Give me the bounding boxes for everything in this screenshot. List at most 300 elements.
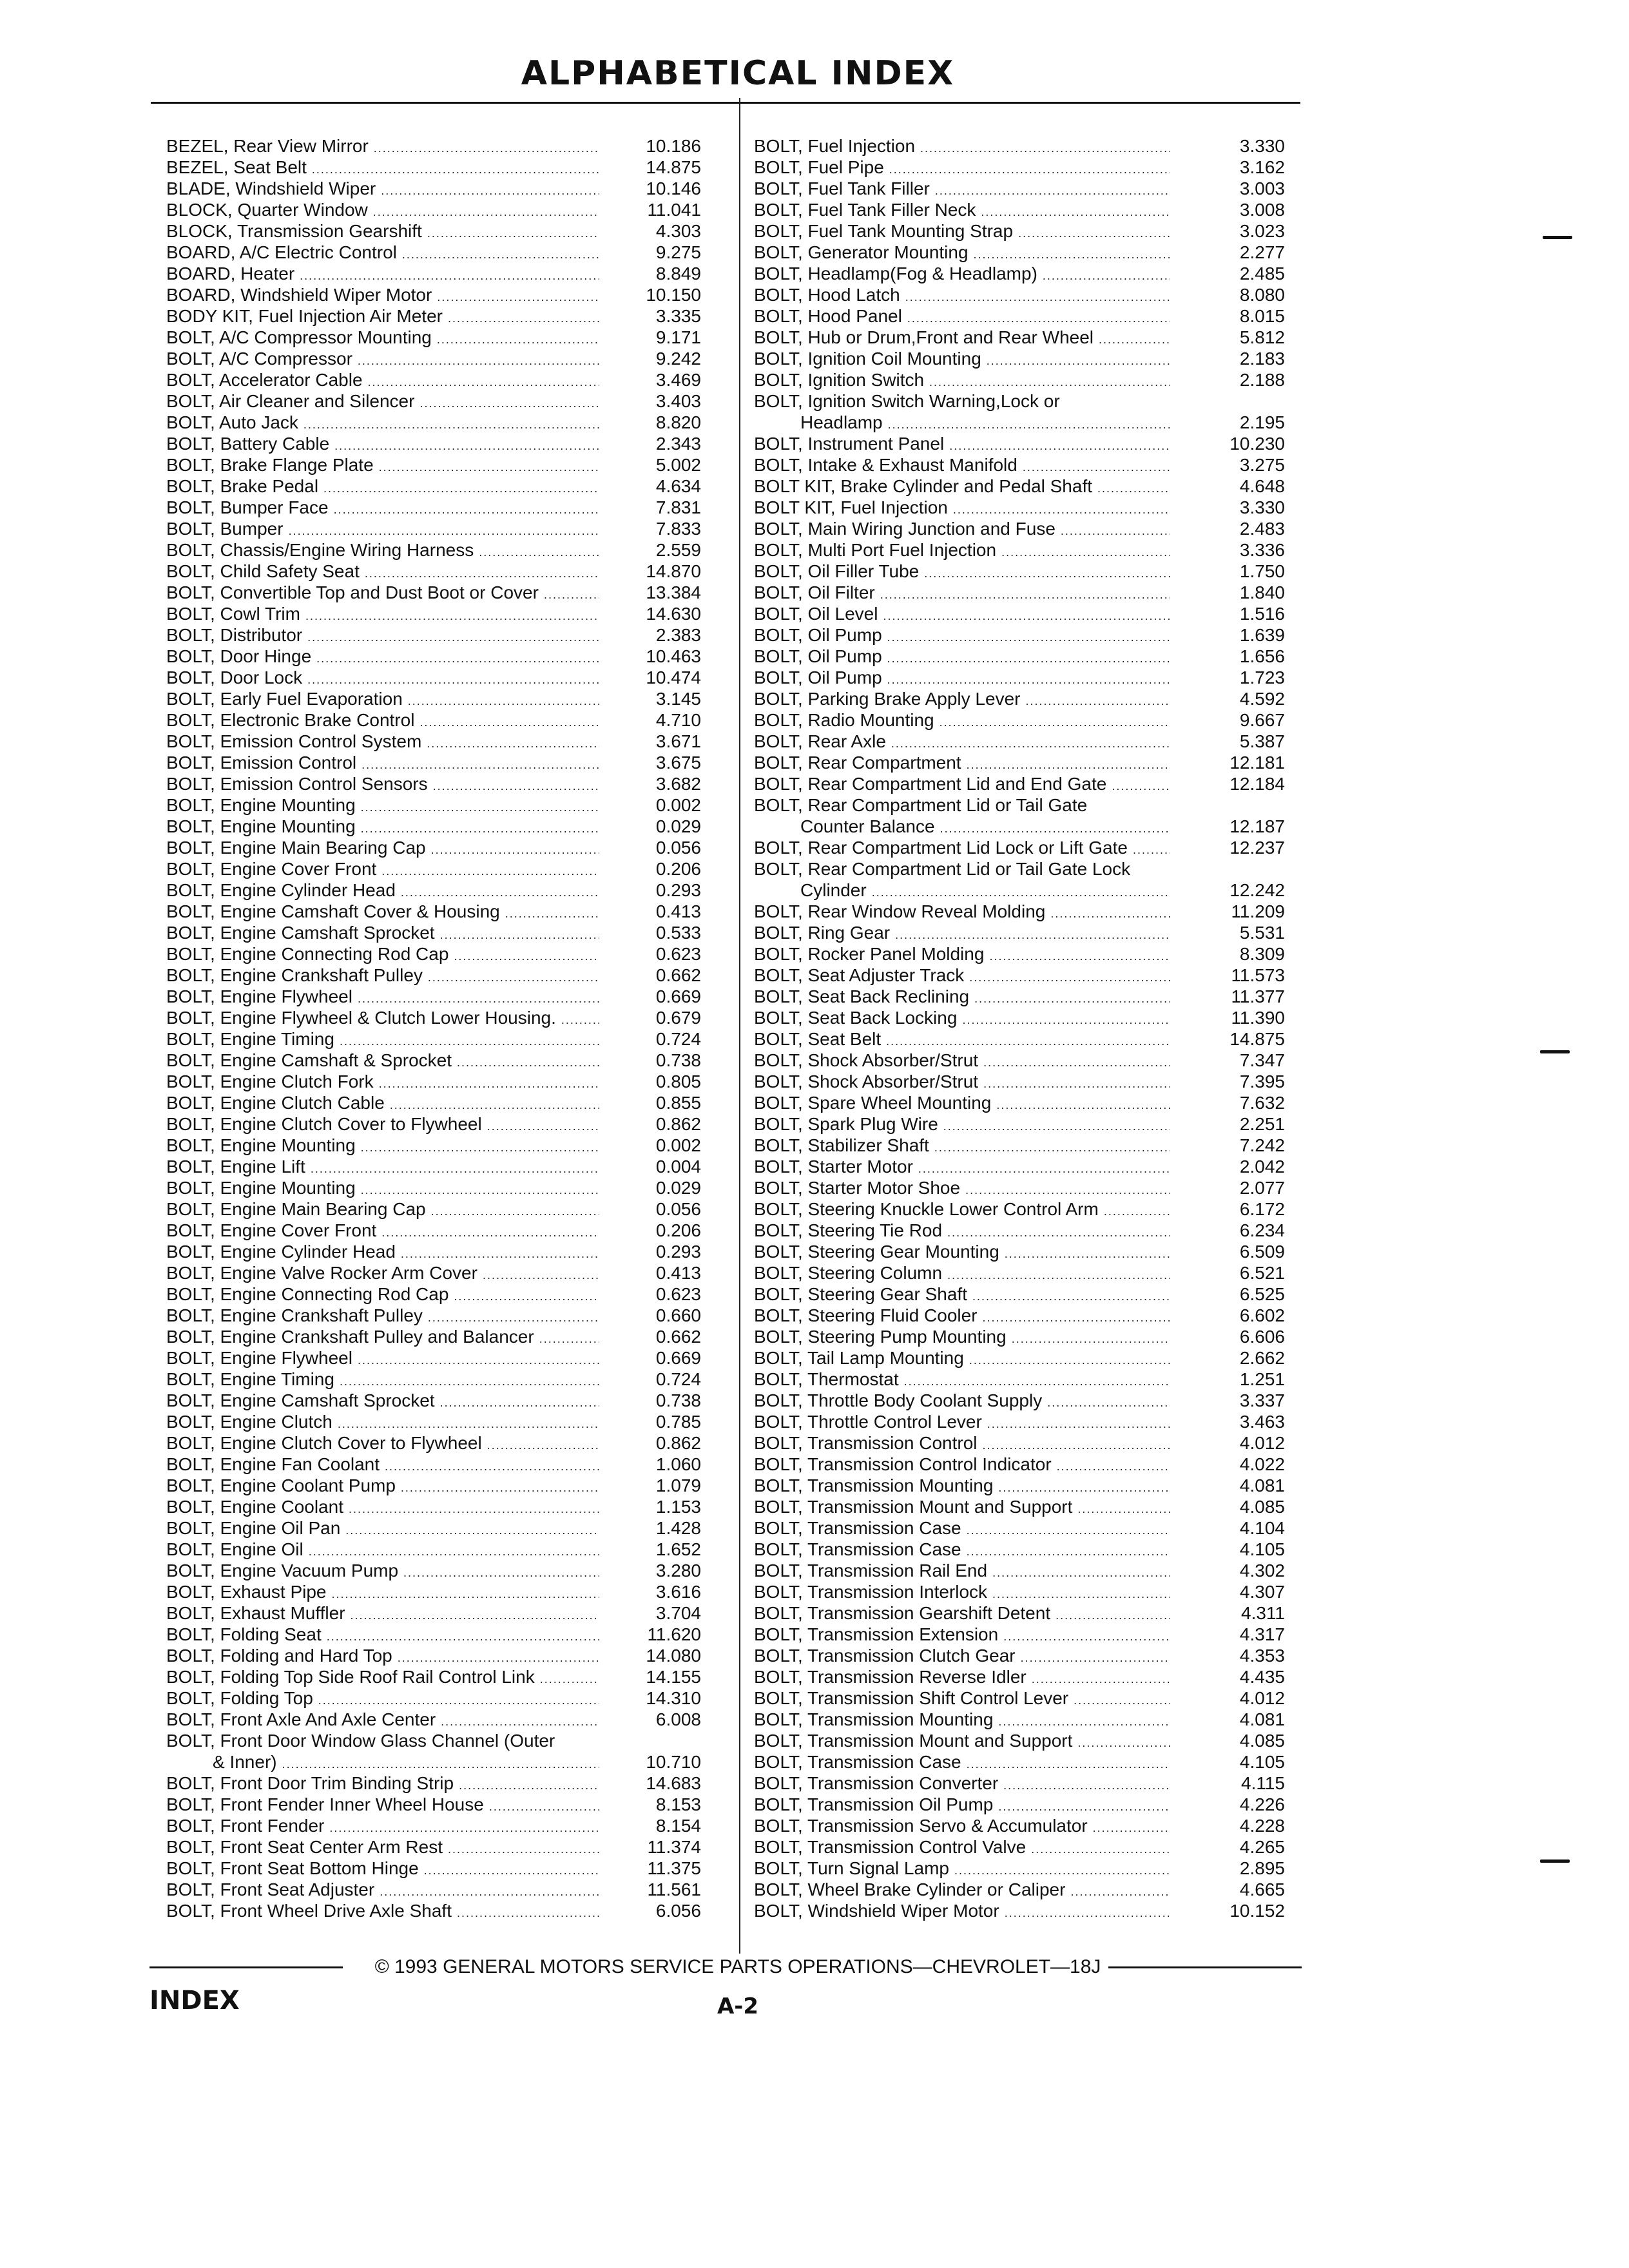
index-entry [754, 199, 1285, 220]
index-entry-page-ref: 9.275 [655, 242, 701, 262]
index-entry [754, 1687, 1285, 1709]
dot-leader [1097, 478, 1170, 499]
index-entry-text: BOLT, Front Axle And Axle Center [166, 1709, 436, 1729]
index-entry [754, 901, 1285, 922]
dot-leader [381, 180, 599, 202]
dot-leader [454, 1286, 599, 1307]
index-entry [754, 327, 1285, 348]
index-entry-text: BOLT, Folding Seat [166, 1624, 322, 1644]
index-entry-text: BLADE, Windshield Wiper [166, 178, 376, 198]
index-entry [754, 1666, 1285, 1687]
index-entry-page-ref: 4.710 [655, 710, 701, 730]
index-entry-text: BOLT, Engine Clutch Cover to Flywheel [166, 1114, 482, 1134]
index-entry-text: BOLT, Spare Wheel Mounting [754, 1093, 992, 1113]
index-entry-text: BOLT, Starter Motor [754, 1157, 913, 1177]
dot-leader [437, 287, 599, 308]
index-entry-text: BOLT, Engine Camshaft Cover & Housing [166, 901, 500, 921]
dot-leader [332, 1584, 600, 1605]
index-entry-page-ref: 8.820 [655, 412, 701, 432]
index-entry-page-ref: 2.188 [1239, 370, 1285, 390]
index-entry-text: BOLT, Starter Motor Shoe [754, 1178, 961, 1198]
index-entry [166, 518, 701, 539]
dot-leader [969, 967, 1170, 988]
index-entry [166, 284, 701, 305]
index-entry-page-ref: 8.154 [655, 1816, 701, 1836]
index-entry-page-ref: 10.146 [646, 178, 701, 198]
index-entry-page-ref: 0.862 [655, 1114, 701, 1134]
page-number: A-2 [717, 1994, 759, 2019]
index-entry [754, 667, 1285, 688]
dot-leader [969, 1350, 1170, 1371]
index-entry-text: BOLT, Engine Crankshaft Pulley [166, 965, 423, 985]
dot-leader [489, 1796, 599, 1818]
index-entry-text: BOLT, Exhaust Pipe [166, 1582, 327, 1602]
index-entry-text: BOLT, Engine Valve Rocker Arm Cover [166, 1263, 477, 1283]
index-entry-text: BOLT, Headlamp(Fog & Headlamp) [754, 264, 1037, 284]
index-entry-page-ref: 1.251 [1239, 1369, 1285, 1389]
dot-leader [924, 563, 1170, 584]
dot-leader [1093, 1818, 1170, 1839]
index-entry [754, 454, 1285, 476]
index-entry-page-ref: 8.080 [1239, 285, 1285, 305]
index-entry-text: BOLT, Rear Compartment Lid and End Gate [754, 774, 1107, 794]
index-entry-text: BOLT, Main Wiring Junction and Fuse [754, 519, 1055, 539]
index-entry [166, 1198, 701, 1220]
index-entry-text: BOLT, Child Safety Seat [166, 561, 360, 581]
dot-leader [1021, 1648, 1170, 1669]
index-entry [754, 1709, 1285, 1730]
index-entry [166, 731, 701, 752]
header-rule [151, 102, 1300, 104]
index-entry-page-ref: 1.840 [1239, 582, 1285, 602]
index-entry-page-ref: 4.105 [1239, 1539, 1285, 1559]
index-entry-page-ref: 0.855 [655, 1093, 701, 1113]
index-entry-text: BOLT, Oil Level [754, 604, 878, 624]
index-entry-page-ref: 0.785 [655, 1412, 701, 1432]
index-entry-page-ref: 3.469 [655, 370, 701, 390]
index-entry [754, 986, 1285, 1007]
index-entry [166, 1305, 701, 1326]
dot-leader [1057, 1456, 1170, 1477]
index-entry-page-ref: 13.384 [646, 582, 701, 602]
index-entry [754, 1432, 1285, 1454]
index-entry-text: BOLT, Engine Flywheel [166, 1348, 352, 1368]
dot-leader [1047, 1392, 1170, 1414]
index-entry-page-ref: 2.343 [655, 434, 701, 454]
index-entry [166, 1687, 701, 1709]
index-entry-text: BOLT, Engine Flywheel & Clutch Lower Housing. [166, 1008, 556, 1028]
index-entry-page-ref: 2.662 [1239, 1348, 1285, 1368]
index-entry-text: BOLT, Engine Connecting Rod Cap [166, 944, 449, 964]
index-entry-text: BOLT, Front Wheel Drive Axle Shaft [166, 1901, 452, 1921]
index-entry-page-ref: 0.206 [655, 859, 701, 879]
index-entry [166, 1432, 701, 1454]
dot-leader [1031, 1839, 1170, 1860]
index-entry-text: BOLT, Auto Jack [166, 412, 298, 432]
index-entry-page-ref: 7.833 [655, 519, 701, 539]
index-entry-text: BOLT, Engine Flywheel [166, 986, 352, 1006]
dot-leader [349, 1499, 599, 1520]
index-entry-page-ref: 2.485 [1239, 264, 1285, 284]
dot-leader [1112, 776, 1170, 797]
index-entry-page-ref: 0.738 [655, 1050, 701, 1070]
index-entry-text: BOLT, Oil Filler Tube [754, 561, 920, 581]
index-entry-page-ref: 6.172 [1239, 1199, 1285, 1219]
dot-leader [379, 1073, 599, 1095]
index-entry-page-ref: 11.377 [1231, 986, 1285, 1006]
index-entry [754, 879, 1285, 901]
index-entry-page-ref: 0.293 [655, 880, 701, 900]
index-entry [166, 305, 701, 327]
dot-leader [419, 712, 599, 733]
index-entry-page-ref: 1.652 [655, 1539, 701, 1559]
dot-leader [989, 946, 1170, 967]
index-entry [754, 1560, 1285, 1581]
index-entry-page-ref: 7.831 [655, 497, 701, 517]
index-entry-page-ref: 4.081 [1239, 1709, 1285, 1729]
index-entry-text: BOLT, Transmission Reverse Idler [754, 1667, 1027, 1687]
index-entry-page-ref: 9.242 [655, 349, 701, 369]
index-entry [754, 1454, 1285, 1475]
index-entry-page-ref: 0.660 [655, 1305, 701, 1325]
index-entry-page-ref: 12.242 [1229, 880, 1285, 900]
index-entry [754, 135, 1285, 157]
index-entry [166, 879, 701, 901]
index-entry-page-ref: 11.375 [647, 1858, 701, 1878]
index-entry-text: BOLT, Engine Camshaft Sprocket [166, 923, 435, 943]
index-entry [166, 1794, 701, 1815]
index-entry [754, 773, 1285, 794]
dot-leader [1077, 1499, 1170, 1520]
dot-leader [403, 1562, 599, 1584]
index-entry-page-ref: 4.081 [1239, 1475, 1285, 1495]
index-entry [166, 624, 701, 646]
index-entry-page-ref: 2.277 [1239, 242, 1285, 262]
index-entry-page-ref: 1.639 [1239, 625, 1285, 645]
index-entry-text: BOLT, Steering Tie Rod [754, 1220, 943, 1240]
index-entry [754, 242, 1285, 263]
index-entry [166, 709, 701, 731]
index-entry [166, 752, 701, 773]
index-entry-page-ref: 7.632 [1239, 1093, 1285, 1113]
index-entry-page-ref: 0.004 [655, 1157, 701, 1177]
dot-leader [1003, 1775, 1170, 1796]
index-entry-page-ref: 10.230 [1229, 434, 1285, 454]
index-entry [754, 731, 1285, 752]
index-entry [166, 667, 701, 688]
index-entry [166, 348, 701, 369]
index-entry-text: BOLT, Engine Mounting [166, 795, 356, 815]
index-entry [754, 412, 1285, 433]
dot-leader [987, 351, 1170, 372]
index-entry [166, 1666, 701, 1687]
index-entry-text: BOLT, Rear Compartment Lid or Tail Gate [754, 795, 1088, 815]
index-entry [754, 603, 1285, 624]
index-entry [754, 1794, 1285, 1815]
index-entry-text: BOLT, Engine Mounting [166, 1135, 356, 1155]
dot-leader [967, 1541, 1170, 1562]
index-entry-page-ref: 0.738 [655, 1390, 701, 1410]
index-entry-text: BOLT, Seat Back Locking [754, 1008, 958, 1028]
index-entry [754, 348, 1285, 369]
dot-leader [1018, 223, 1170, 244]
index-entry [166, 965, 701, 986]
index-entry-page-ref: 10.150 [646, 285, 701, 305]
index-entry-page-ref: 4.435 [1239, 1667, 1285, 1687]
index-entry-page-ref: 0.533 [655, 923, 701, 943]
index-entry [166, 1517, 701, 1539]
index-entry [754, 582, 1285, 603]
index-entry [166, 943, 701, 965]
index-entry [166, 688, 701, 709]
index-entry-text: BEZEL, Rear View Mirror [166, 136, 369, 156]
index-entry-text: Headlamp [800, 412, 883, 432]
index-entry-page-ref: 10.152 [1229, 1901, 1285, 1921]
index-column-left [166, 135, 701, 1921]
index-entry [754, 1135, 1285, 1156]
dot-leader [440, 1392, 599, 1414]
index-entry-page-ref: 14.310 [646, 1688, 701, 1708]
dot-leader [974, 988, 1170, 1010]
index-entry-text: BOLT, Engine Main Bearing Cap [166, 1199, 426, 1219]
index-entry-text: BOLT, Transmission Mounting [754, 1475, 994, 1495]
index-entry-page-ref: 4.665 [1239, 1879, 1285, 1899]
index-entry-text: BOLT, Early Fuel Evaporation [166, 689, 403, 709]
index-entry [166, 1177, 701, 1198]
index-entry-page-ref: 4.634 [655, 476, 701, 496]
index-entry [754, 943, 1285, 965]
index-entry [166, 1815, 701, 1836]
index-entry [166, 242, 701, 263]
index-entry-page-ref: 0.669 [655, 986, 701, 1006]
index-entry-page-ref: 3.162 [1239, 157, 1285, 177]
index-entry-page-ref: 12.181 [1229, 753, 1285, 773]
index-entry-page-ref: 2.183 [1239, 349, 1285, 369]
dot-leader [358, 351, 599, 372]
index-entry-page-ref: 3.616 [655, 1582, 701, 1602]
index-entry-text: BOLT, A/C Compressor Mounting [166, 327, 432, 347]
index-entry-text: BOLT, Transmission Mount and Support [754, 1731, 1073, 1751]
index-entry-text: BOLT, Seat Belt [754, 1029, 882, 1049]
index-entry-text: BOLT, Engine Mounting [166, 816, 356, 836]
index-entry [754, 1347, 1285, 1369]
index-entry-page-ref: 0.662 [655, 965, 701, 985]
index-entry-text: BOLT, Tail Lamp Mounting [754, 1348, 964, 1368]
index-entry [754, 1092, 1285, 1113]
index-entry [754, 1581, 1285, 1602]
index-entry [166, 646, 701, 667]
index-entry [754, 1177, 1285, 1198]
index-entry-text: BOLT, Wheel Brake Cylinder or Caliper [754, 1879, 1066, 1899]
index-entry [166, 1773, 701, 1794]
index-entry-text: Counter Balance [800, 816, 935, 836]
index-entry-text: BOLT, Rear Compartment Lid or Tail Gate Lock [754, 859, 1131, 879]
index-entry-text: BOLT, Engine Vacuum Pump [166, 1561, 399, 1581]
index-entry-text: BOLT, Transmission Control Indicator [754, 1454, 1052, 1474]
dot-leader [1099, 329, 1170, 351]
index-entry-page-ref: 8.153 [655, 1794, 701, 1814]
dot-leader [385, 1456, 599, 1477]
index-entry-page-ref: 2.895 [1239, 1858, 1285, 1878]
index-entry-text: BOLT, Engine Lift [166, 1157, 305, 1177]
index-entry-text: BOLT, Steering Gear Shaft [754, 1284, 967, 1304]
index-entry-text: BOLT, Rocker Panel Molding [754, 944, 985, 964]
index-entry [754, 1007, 1285, 1028]
index-entry [754, 476, 1285, 497]
index-entry-page-ref: 11.374 [647, 1837, 701, 1857]
index-entry-page-ref: 11.561 [647, 1879, 701, 1899]
index-entry-text: BOLT, Transmission Rail End [754, 1561, 988, 1581]
index-entry [754, 1305, 1285, 1326]
index-entry [754, 497, 1285, 518]
index-entry-page-ref: 1.060 [655, 1454, 701, 1474]
index-entry-page-ref: 2.383 [655, 625, 701, 645]
index-entry-text: BOLT KIT, Brake Cylinder and Pedal Shaft [754, 476, 1093, 496]
index-entry [166, 794, 701, 816]
index-entry-text: BOLT KIT, Fuel Injection [754, 497, 948, 517]
dot-leader [351, 1605, 599, 1626]
dot-leader [440, 925, 599, 946]
index-entry [166, 263, 701, 284]
index-entry-text: BOLT, Transmission Oil Pump [754, 1794, 994, 1814]
index-entry-page-ref: 6.606 [1239, 1327, 1285, 1347]
index-entry-text: BOLT, Front Seat Adjuster [166, 1879, 375, 1899]
index-entry-text: BOLT, Engine Mounting [166, 1178, 356, 1198]
dot-leader [361, 797, 599, 818]
dot-leader [1055, 1605, 1170, 1626]
index-entry-text: BOLT, Fuel Pipe [754, 157, 884, 177]
dot-leader [992, 1562, 1170, 1584]
index-entry [166, 1900, 701, 1921]
index-entry [754, 178, 1285, 199]
index-entry [166, 390, 701, 412]
index-entry-text: BOLT, Transmission Case [754, 1752, 961, 1772]
index-entry-page-ref: 5.002 [655, 455, 701, 475]
index-entry-text: BOLT, Engine Coolant [166, 1497, 343, 1517]
dot-leader [381, 861, 599, 882]
index-entry [166, 1645, 701, 1666]
index-entry-page-ref: 3.463 [1239, 1412, 1285, 1432]
footer-section-label: INDEX [149, 1986, 240, 2015]
index-entry-page-ref: 14.870 [646, 561, 701, 581]
index-entry-text: BOLT, Electronic Brake Control [166, 710, 415, 730]
dot-leader [987, 1414, 1170, 1435]
dot-leader [433, 776, 599, 797]
index-entry-text: BOLT, Throttle Body Coolant Supply [754, 1390, 1043, 1410]
index-entry-page-ref: 8.309 [1239, 944, 1285, 964]
index-entry-page-ref: 11.573 [1231, 965, 1285, 985]
index-entry-page-ref: 3.280 [655, 1561, 701, 1581]
index-entry [166, 816, 701, 837]
index-column-right [754, 135, 1285, 1921]
index-entry-text: BOLT, Engine Clutch [166, 1412, 333, 1432]
index-entry-page-ref: 0.029 [655, 1178, 701, 1198]
index-entry-page-ref: 6.509 [1239, 1242, 1285, 1262]
index-entry-text: BOARD, Heater [166, 264, 295, 284]
index-entry [754, 1113, 1285, 1135]
index-entry-page-ref: 0.679 [655, 1008, 701, 1028]
dot-leader [437, 329, 599, 351]
index-entry-text: BOLT, Bumper Face [166, 497, 329, 517]
index-entry-page-ref: 0.724 [655, 1369, 701, 1389]
dot-leader [457, 1052, 599, 1073]
index-entry [166, 1879, 701, 1900]
index-entry [754, 1050, 1285, 1071]
index-entry-text: BOLT, Fuel Injection [754, 136, 916, 156]
index-entry [166, 1390, 701, 1411]
dot-leader [448, 1839, 599, 1860]
index-entry-text: BOLT, A/C Compressor [166, 349, 352, 369]
dot-leader [934, 1137, 1170, 1158]
page-title: ALPHABETICAL INDEX [521, 54, 955, 93]
dot-leader [983, 1052, 1170, 1073]
index-entry [166, 1156, 701, 1177]
index-entry-page-ref: 4.311 [1241, 1603, 1285, 1623]
index-entry [166, 773, 701, 794]
index-entry [166, 1560, 701, 1581]
dot-leader [305, 606, 599, 627]
index-entry [166, 1454, 701, 1475]
index-entry-text: BOLT, Hood Latch [754, 285, 900, 305]
index-entry-page-ref: 0.002 [655, 1135, 701, 1155]
index-entry [166, 433, 701, 454]
index-entry [166, 1326, 701, 1347]
index-entry-page-ref: 8.849 [655, 264, 701, 284]
index-entry-text: BOLT, Rear Compartment Lid Lock or Lift Gate [754, 838, 1128, 858]
index-entry-text: BOLT, Ignition Switch Warning,Lock or [754, 391, 1060, 411]
index-entry-page-ref: 1.079 [655, 1475, 701, 1495]
dot-leader [401, 1477, 599, 1499]
dot-leader [408, 691, 599, 712]
dot-leader [454, 946, 599, 967]
dot-leader [345, 1520, 599, 1541]
dot-leader [1005, 1903, 1170, 1924]
index-entry-page-ref: 4.353 [1239, 1646, 1285, 1666]
index-entry-page-ref: 1.516 [1239, 604, 1285, 624]
index-entry [166, 1283, 701, 1305]
index-entry [754, 1879, 1285, 1900]
index-entry-text: BOLT, Bumper [166, 519, 284, 539]
dot-leader [883, 606, 1170, 627]
index-entry-text: BOLT, Front Fender [166, 1816, 325, 1836]
index-entry-text: BOLT, Generator Mounting [754, 242, 969, 262]
index-entry-text: BLOCK, Quarter Window [166, 200, 368, 220]
dot-leader [483, 1265, 599, 1286]
index-entry [166, 1496, 701, 1517]
dot-leader [1001, 542, 1170, 563]
dot-leader [905, 287, 1170, 308]
index-entry [754, 1198, 1285, 1220]
index-entry-page-ref: 5.531 [1239, 923, 1285, 943]
dot-leader [880, 584, 1170, 606]
index-entry-text: BOLT, Engine Crankshaft Pulley and Balancer [166, 1327, 534, 1347]
index-entry-text: BOLT, Rear Axle [754, 731, 886, 751]
index-entry-text: BOLT, Ring Gear [754, 923, 891, 943]
index-entry-page-ref: 3.337 [1239, 1390, 1285, 1410]
index-entry [166, 1836, 701, 1858]
index-entry-text: BOLT, Door Hinge [166, 646, 312, 666]
index-entry [754, 965, 1285, 986]
index-entry-page-ref: 14.875 [1229, 1029, 1285, 1049]
index-entry [166, 1135, 701, 1156]
index-entry-page-ref: 3.023 [1239, 221, 1285, 241]
index-entry-page-ref: 4.226 [1239, 1794, 1285, 1814]
index-entry-page-ref: 3.330 [1239, 136, 1285, 156]
index-entry-page-ref: 3.330 [1239, 497, 1285, 517]
margin-mark [1540, 1050, 1570, 1053]
index-entry-page-ref: 4.648 [1239, 476, 1285, 496]
index-entry-page-ref: 6.008 [655, 1709, 701, 1729]
